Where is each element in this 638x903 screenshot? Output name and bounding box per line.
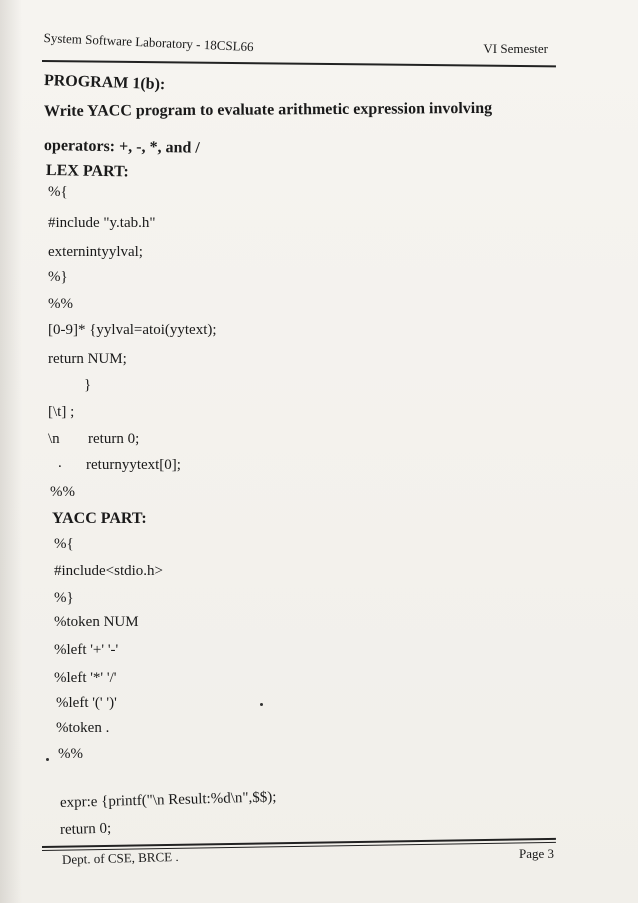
code-line: [\t] ; (48, 404, 75, 420)
code-line: %} (48, 269, 68, 285)
code-line: return NUM; (48, 351, 127, 367)
header-rule (42, 60, 556, 67)
ink-speck (260, 703, 263, 706)
code-line: %% (58, 746, 83, 762)
header-course-title: System Software Laboratory - 18CSL66 (43, 30, 254, 55)
code-line: %token NUM (54, 614, 139, 630)
task-line-2: operators: +, -, *, and / (43, 137, 200, 157)
header-semester: VI Semester (483, 41, 548, 56)
code-line: #include "y.tab.h" (48, 215, 156, 231)
code-line: %token . (56, 720, 110, 736)
code-line: %} (54, 590, 74, 606)
code-line: %{ (48, 184, 68, 200)
code-line: . (58, 455, 62, 471)
lex-part-title: LEX PART: (45, 162, 129, 181)
code-line: %% (48, 296, 73, 312)
code-line: } (84, 377, 92, 393)
code-line: return 0; (59, 820, 112, 838)
code-line: return 0; (88, 431, 140, 447)
code-line: %left '*' '/' (54, 670, 117, 686)
footer-page-number: Page 3 (518, 846, 554, 861)
ink-speck (46, 758, 49, 761)
page-edge-shadow (0, 0, 22, 903)
code-line: %% (50, 484, 75, 500)
program-heading: PROGRAM 1(b): (43, 72, 166, 94)
code-line: %{ (54, 536, 74, 552)
code-line: returnyytext[0]; (86, 457, 181, 473)
code-line: #include<stdio.h> (54, 563, 163, 579)
code-line: externintyylval; (48, 244, 143, 260)
code-line: %left '+' '-' (54, 642, 119, 658)
code-line: [0-9]* {yylval=atoi(yytext); (48, 322, 217, 338)
yacc-part-title: YACC PART: (52, 510, 147, 527)
code-line: \n (48, 431, 60, 447)
task-line-1: Write YACC program to evaluate arithmetic expression involving (43, 99, 493, 120)
code-line: expr:e {printf("\n Result:%d\n",$$); (59, 789, 277, 811)
footer-department: Dept. of CSE, BRCE . (61, 848, 179, 867)
code-line: %left '(' ')' (56, 695, 117, 711)
